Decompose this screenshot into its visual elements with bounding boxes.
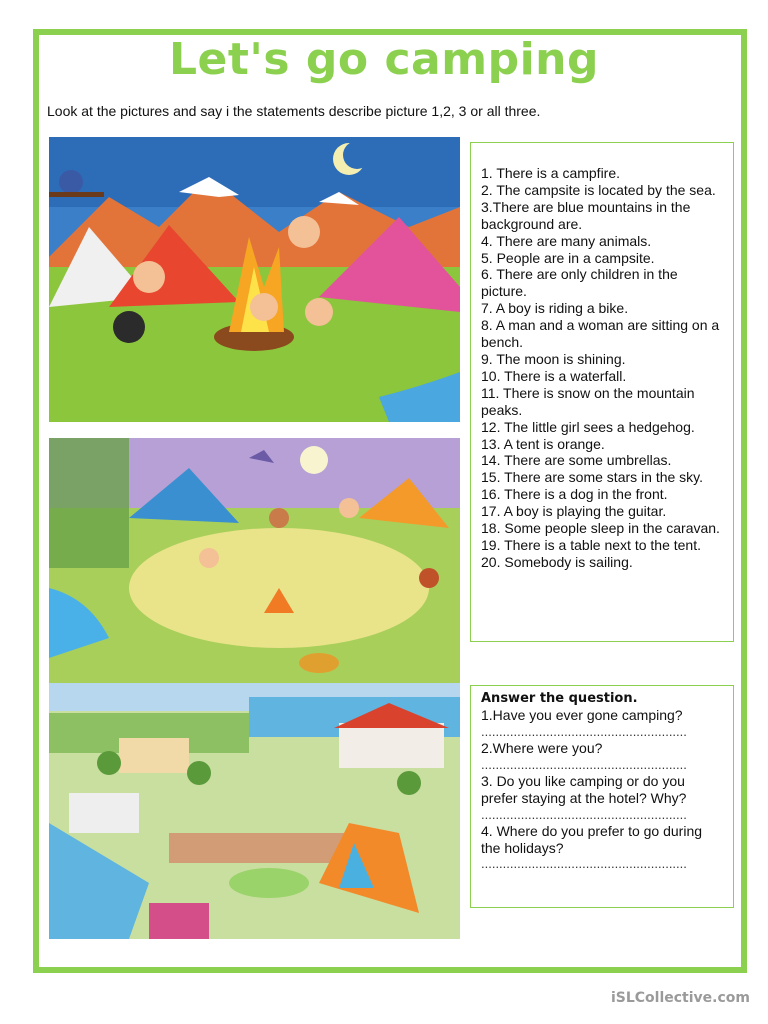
- statement-item: 2. The campsite is located by the sea.: [481, 181, 716, 198]
- statement-item: 12. The little girl sees a hedgehog.: [481, 418, 695, 435]
- instruction-text: Look at the pictures and say i the statements describe picture 1,2, 3 or all three.: [47, 103, 541, 119]
- statement-item: 10. There is a waterfall.: [481, 367, 627, 384]
- statement-item: 14. There are some umbrellas.: [481, 452, 672, 469]
- statement-item: 5. People are in a campsite.: [481, 249, 655, 266]
- statement-item: 15. There are some stars in the sky.: [481, 469, 704, 486]
- statement-item: 20. Somebody is sailing.: [481, 553, 633, 570]
- picture-1-campfire-scene: [49, 137, 460, 422]
- answer-line[interactable]: .........................................................: [481, 756, 687, 772]
- statements-box: [470, 142, 734, 642]
- question-item: 4. Where do you prefer to go during the holidays?: [481, 822, 703, 856]
- statement-item: 11. There is snow on the mountain peaks.: [481, 384, 695, 418]
- picture-3-seaside-campsite: [49, 683, 460, 939]
- statement-item: 19. There is a table next to the tent.: [481, 536, 701, 553]
- statement-item: 17. A boy is playing the guitar.: [481, 503, 667, 520]
- statement-item: 3.There are blue mountains in the background are.: [481, 198, 691, 232]
- statement-item: 6. There are only children in the picture.: [481, 266, 678, 300]
- answer-line[interactable]: .........................................................: [481, 723, 687, 739]
- statement-item: 9. The moon is shining.: [481, 350, 626, 367]
- question-item: 1.Have you ever gone camping?: [481, 707, 683, 723]
- page-title: Let's go camping: [169, 34, 599, 85]
- answer-line[interactable]: .........................................................: [481, 806, 687, 822]
- statement-item: 18. Some people sleep in the caravan.: [481, 520, 720, 537]
- question-item: 3. Do you like camping or do you prefer staying at the hotel? Why?: [481, 772, 687, 806]
- picture-2-night-campsite: [49, 438, 460, 683]
- statement-item: 4. There are many animals.: [481, 232, 652, 249]
- statement-item: 13. A tent is orange.: [481, 435, 605, 452]
- answer-line[interactable]: .........................................................: [481, 856, 687, 872]
- statement-item: 8. A man and a woman are sitting on a bench.: [481, 317, 720, 351]
- statement-item: 16. There is a dog in the front.: [481, 486, 668, 503]
- site-credit: iSLCollective.com: [610, 990, 750, 1006]
- statement-item: 1. There is a campfire.: [481, 165, 621, 181]
- statement-item: 7. A boy is riding a bike.: [481, 300, 629, 317]
- question-item: 2.Where were you?: [481, 739, 603, 756]
- questions-box: [470, 685, 734, 908]
- questions-heading: Answer the question.: [481, 691, 638, 706]
